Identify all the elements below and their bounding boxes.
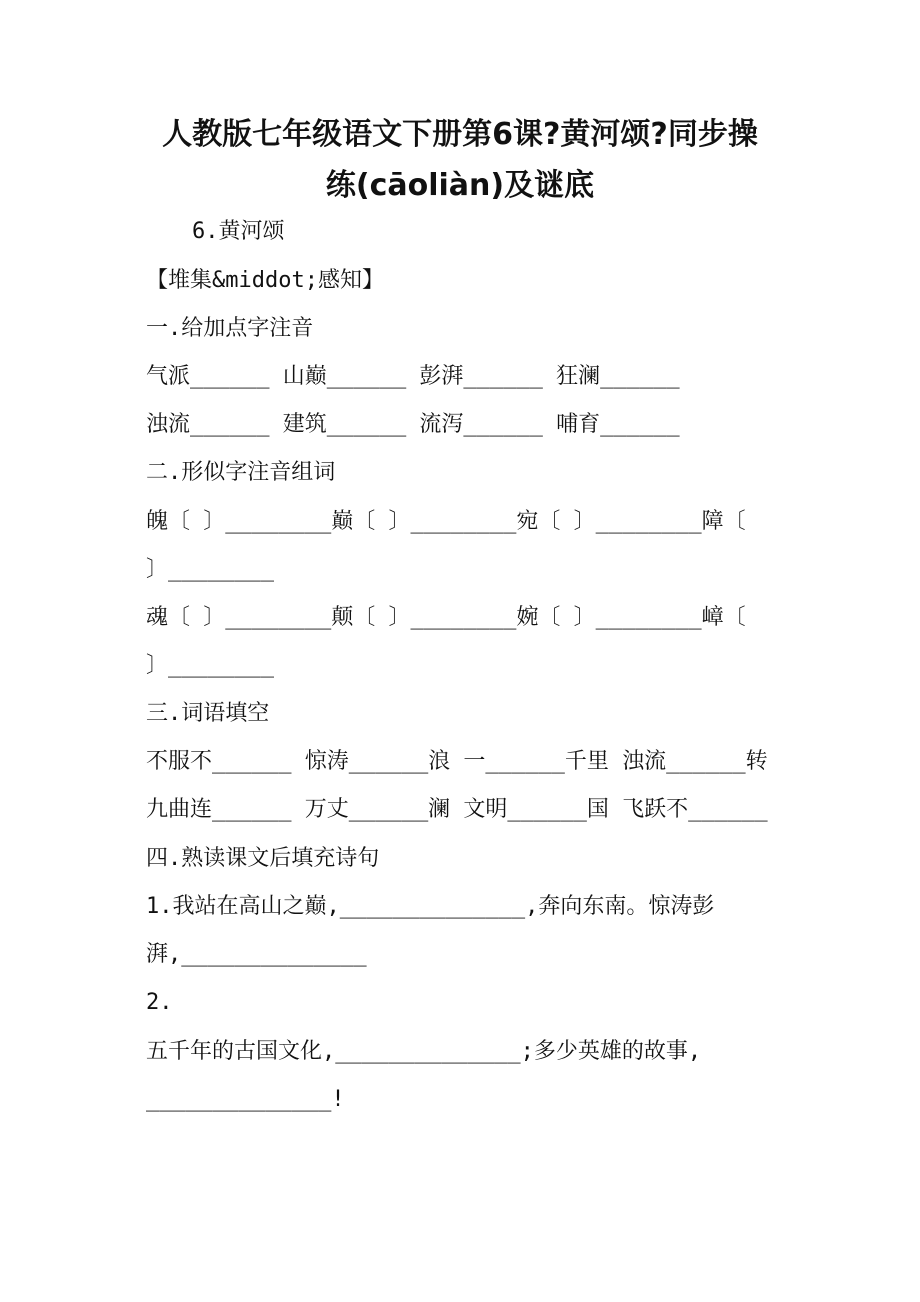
document-title-line-1: 人教版七年级语文下册第6课?黄河颂?同步操 — [162, 117, 758, 152]
lesson-heading: 6.黄河颂 — [192, 219, 285, 244]
part4-question-1b: 湃,______________ — [146, 942, 367, 967]
part4-heading: 四.熟读课文后填充诗句 — [146, 846, 380, 871]
part3-heading: 三.词语填空 — [146, 701, 270, 726]
part2-row-1a: 魄〔 〕________巅〔 〕________宛〔 〕________障〔 — [146, 509, 746, 534]
part2-heading: 二.形似字注音组词 — [146, 460, 336, 485]
part1-row-2: 浊流______ 建筑______ 流泻______ 哺育______ — [146, 412, 680, 437]
part4-question-1a: 1.我站在高山之巅,______________,奔向东南。惊涛彭 — [146, 894, 715, 919]
part1-heading: 一.给加点字注音 — [146, 316, 314, 341]
part4-question-2b: ______________! — [146, 1087, 345, 1112]
part2-row-2a: 魂〔 〕________颠〔 〕________婉〔 〕________嶂〔 — [146, 605, 746, 630]
part2-row-1b: 〕________ — [146, 557, 274, 582]
part4-question-2a: 五千年的古国文化,______________;多少英雄的故事, — [146, 1039, 702, 1064]
part2-row-2b: 〕________ — [146, 653, 274, 678]
document-title-line-2: 练(cāoliàn)及谜底 — [325, 168, 595, 203]
part4-question-2-number: 2. — [146, 990, 173, 1015]
part3-row-1: 不服不______ 惊涛______浪 一______千里 浊流______转 — [146, 749, 768, 774]
section-heading: 【堆集&middot;感知】 — [146, 268, 384, 293]
part1-row-1: 气派______ 山巅______ 彭湃______ 狂澜______ — [146, 364, 680, 389]
part3-row-2: 九曲连______ 万丈______澜 文明______国 飞跃不______ — [146, 797, 768, 822]
